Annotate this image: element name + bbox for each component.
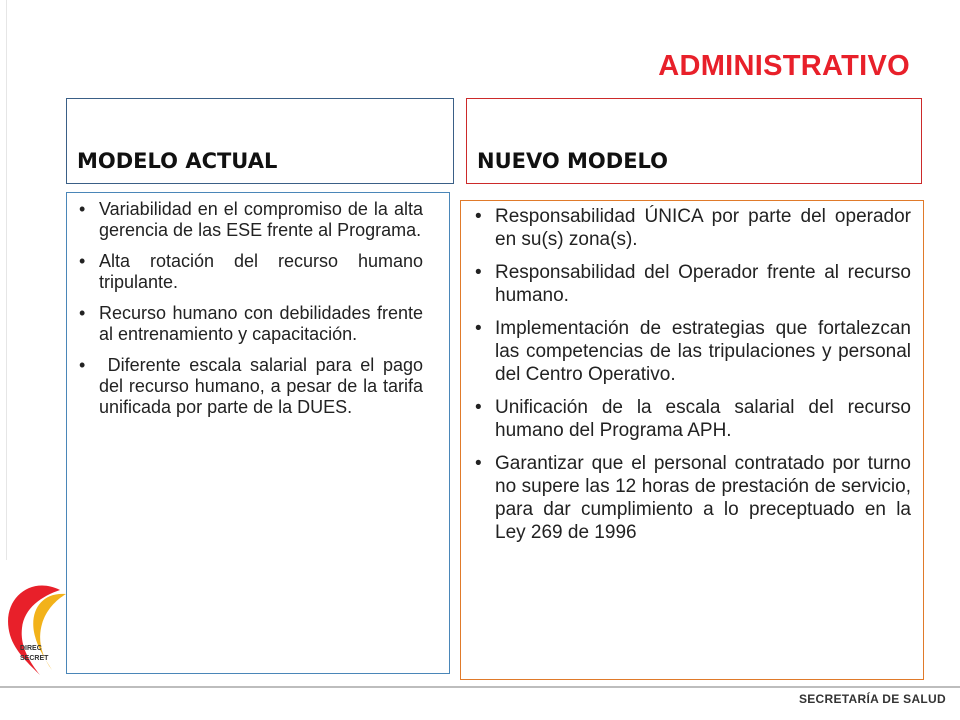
list-item-text: Variabilidad en el compromiso de la alta gerencia de las ESE frente al Programa. — [99, 199, 423, 240]
nuevo-modelo-header — [466, 98, 922, 184]
modelo-actual-header — [66, 98, 454, 184]
nuevo-modelo-label: NUEVO MODELO — [477, 149, 669, 173]
bullet-icon: • — [475, 262, 482, 283]
bullet-icon: • — [79, 355, 86, 375]
slide-title: ADMINISTRATIVO — [658, 50, 910, 82]
footer-divider — [0, 686, 960, 688]
page-edge-rule — [6, 0, 7, 560]
bullet-icon: • — [79, 199, 86, 219]
modelo-actual-label: MODELO ACTUAL — [77, 149, 278, 173]
list-item — [75, 303, 423, 345]
list-item-text: Recurso humano con debilidades frente al entrenamiento y capacitación. — [99, 303, 423, 344]
list-item — [471, 261, 911, 307]
list-item-text: Alta rotación del recurso humano tripulante. — [99, 251, 423, 292]
list-item — [75, 199, 423, 241]
bullet-icon: • — [475, 318, 482, 339]
logo-text-1: DIREC — [20, 645, 42, 652]
list-item — [471, 205, 911, 251]
list-item — [75, 355, 429, 418]
nuevo-modelo-box — [460, 200, 924, 680]
secretaria-heart-logo-icon — [0, 580, 70, 680]
list-item — [75, 251, 423, 293]
list-item — [471, 396, 911, 442]
list-item-text: Responsabilidad del Operador frente al recurso humano. — [495, 262, 911, 306]
bullet-icon: • — [475, 453, 482, 474]
list-item-text: Responsabilidad ÚNICA por parte del operador en su(s) zona(s). — [495, 206, 911, 250]
logo-text-2: SECRET — [20, 655, 49, 662]
list-item-text: Implementación de estrategias que fortalezcan las competencias de las tripulaciones y personal del Centro Operativo. — [495, 318, 911, 385]
list-item — [471, 452, 911, 544]
bullet-icon: • — [475, 397, 482, 418]
list-item-text: Garantizar que el personal contratado por turno no supere las 12 horas de prestación de servicio, para dar cumplimiento a lo preceptuado en la Ley 269 de 1996 — [495, 453, 911, 543]
bullet-icon: • — [79, 251, 86, 271]
nuevo-modelo-list — [471, 205, 911, 544]
bullet-icon: • — [79, 303, 86, 323]
list-item-text: Diferente escala salarial para el pago del recurso humano, a pesar de la tarifa unificada por parte de la DUES. — [99, 355, 429, 417]
list-item — [471, 317, 911, 386]
modelo-actual-box — [66, 192, 450, 674]
bullet-icon: • — [475, 206, 482, 227]
list-item-text: Unificación de la escala salarial del recurso humano del Programa APH. — [495, 397, 911, 441]
modelo-actual-list — [75, 199, 429, 418]
footer-label: SECRETARÍA DE SALUD — [798, 692, 946, 706]
